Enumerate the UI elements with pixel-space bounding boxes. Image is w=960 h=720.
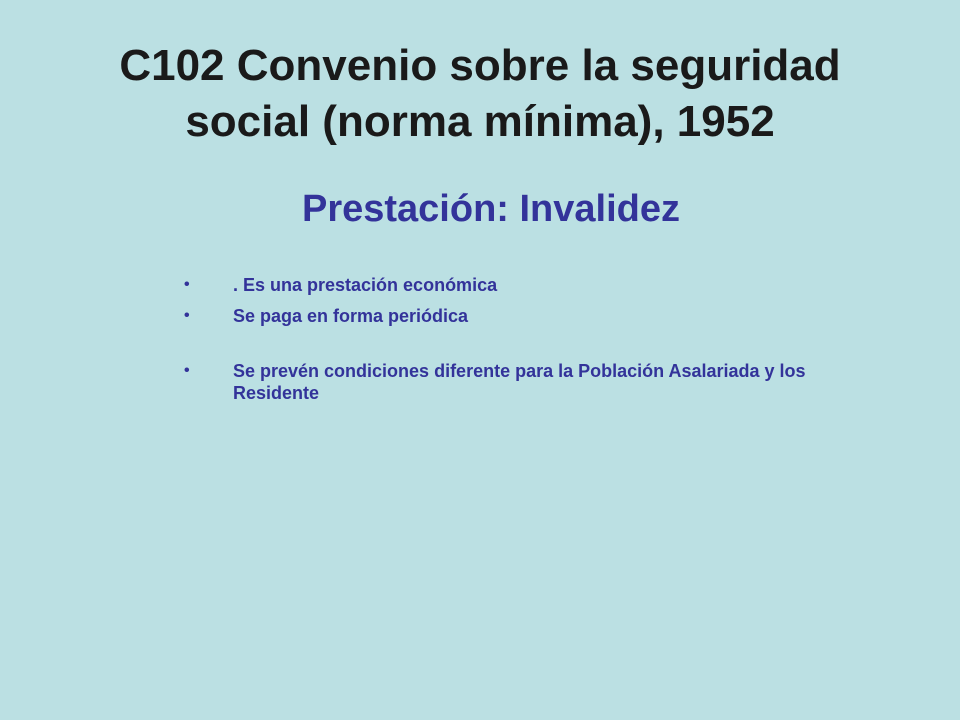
bullet-icon: • [184, 362, 190, 379]
bullet-icon: • [184, 307, 190, 324]
bullet-item [184, 305, 884, 327]
slide-title [40, 38, 920, 150]
bullet-text: Se prevén condiciones diferente para la Población Asalariada y los Residente [233, 361, 806, 403]
slide-subtitle: Prestación: Invalidez [301, 188, 680, 230]
bullet-list [184, 274, 884, 404]
bullet-text: . Es una prestación económica [233, 275, 498, 295]
slide-title-line-2: social (norma mínima), 1952 [185, 97, 775, 146]
bullet-icon: • [184, 276, 190, 293]
bullet-item [184, 274, 884, 296]
bullet-text: Se paga en forma periódica [233, 306, 469, 326]
slide-title-line-1: C102 Convenio sobre la seguridad [119, 41, 841, 90]
bullet-item [184, 360, 884, 404]
